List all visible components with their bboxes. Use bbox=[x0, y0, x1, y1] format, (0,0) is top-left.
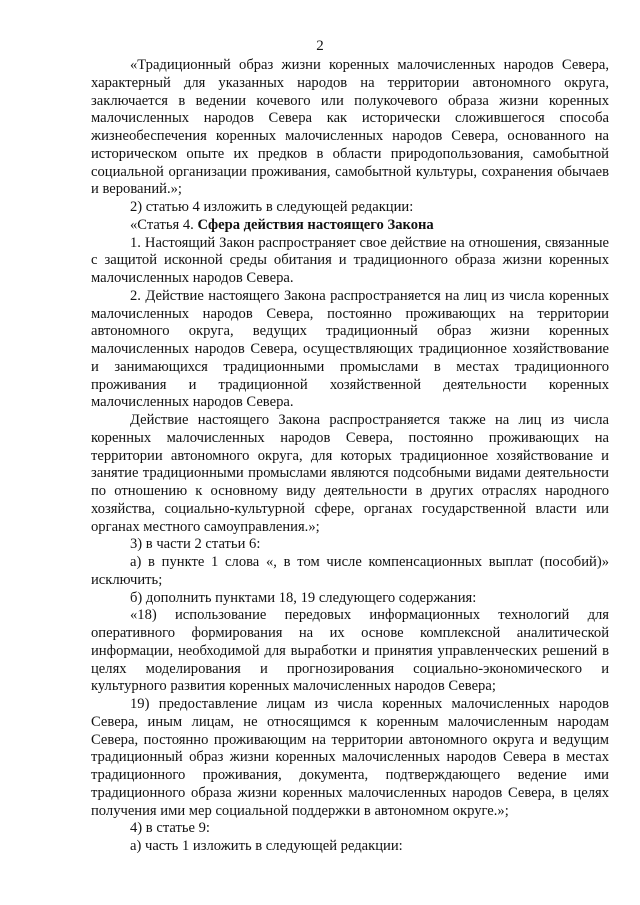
paragraph-item-18: «18) использование передовых информационных технологий для оперативного формирования на их основе комплексной аналитической информации, необходимой для выработки и принятия управленческих решений в целях моделирования и прогнозирования социально-экономического и культурного развития коренных малочисленных народов Севера; bbox=[91, 607, 609, 695]
paragraph-amendment-3b: б) дополнить пунктами 18, 19 следующего содержания: bbox=[130, 589, 477, 606]
paragraph-item-19: 19) предоставление лицам из числа коренных малочисленных народов Севера, иным лицам, не относящимся к коренным малочисленным народам Севера, постоянно проживающим на территории автономного округа и ведущим традиционный образ жизни коренных малочисленных народов Севера в местах традиционного проживания, документа, подтверждающего ведение ими традиционного образа жизни коренных малочисленных народов Севера, в целях получения ими мер социальной поддержки в автономном округе.»; bbox=[91, 696, 609, 819]
paragraph-amendment-2: 2) статью 4 изложить в следующей редакции: bbox=[130, 199, 414, 215]
paragraph-article-4-part-2-cont: Действие настоящего Закона распространяется также на лиц из числа коренных малочисленных народов Севера, постоянно проживающих на территории автономного округа, для которых традиционное хозяйствование и занятие традиционными промыслами являются подсобными видами деятельности по отношению к основному виду деятельности в других отраслях народного хозяйства, социально-культурной сфере, органах государственной власти или органах местного самоуправления.»; bbox=[91, 412, 609, 535]
paragraph-amendment-3a: а) в пункте 1 слова «, в том числе компенсационных выплат (пособий)» исключить; bbox=[91, 554, 609, 588]
paragraph-amendment-4: 4) в статье 9: bbox=[130, 820, 210, 837]
article-heading-title: Сфера действия настоящего Закона bbox=[197, 216, 434, 233]
paragraph-amendment-3: 3) в части 2 статьи 6: bbox=[130, 536, 261, 553]
paragraph-amendment-4a: а) часть 1 изложить в следующей редакции: bbox=[130, 838, 403, 854]
paragraph-article-4-part-2: 2. Действие настоящего Закона распространяется на лиц из числа коренных малочисленных народов Севера, постоянно проживающих на территории автономного округа, ведущих традиционный образ жизни коренных малочисленных народов Севера, осуществляющих традиционное хозяйствование и занимающихся традиционными промыслами в местах традиционного проживания и традиционной хозяйственной деятельности коренных малочисленных народов Севера. bbox=[91, 287, 609, 411]
article-heading-prefix: «Статья 4. bbox=[130, 216, 198, 233]
page-number: 2 bbox=[316, 38, 324, 54]
paragraph-article-4-part-1: 1. Настоящий Закон распространяет свое действие на отношения, связанные с защитой исконной среды обитания и традиционного образа жизни коренных малочисленных народов Севера. bbox=[91, 234, 609, 286]
paragraph-definition: «Традиционный образ жизни коренных малочисленных народов Севера, характерный для указанных народов на территории автономного округа, заключается в ведении кочевого или полукочевого образа жизни коренных малочисленных народов Севера как исторически сложившегося способа жизнеобеспечения коренных малочисленных народов Севера, основанного на историческом опыте их предков в области природопользования, самобытной социальной организации проживания, самобытной культуры, сохранения обычаев и верований.»; bbox=[91, 57, 609, 198]
document-body bbox=[91, 57, 609, 856]
article-heading bbox=[91, 217, 609, 235]
